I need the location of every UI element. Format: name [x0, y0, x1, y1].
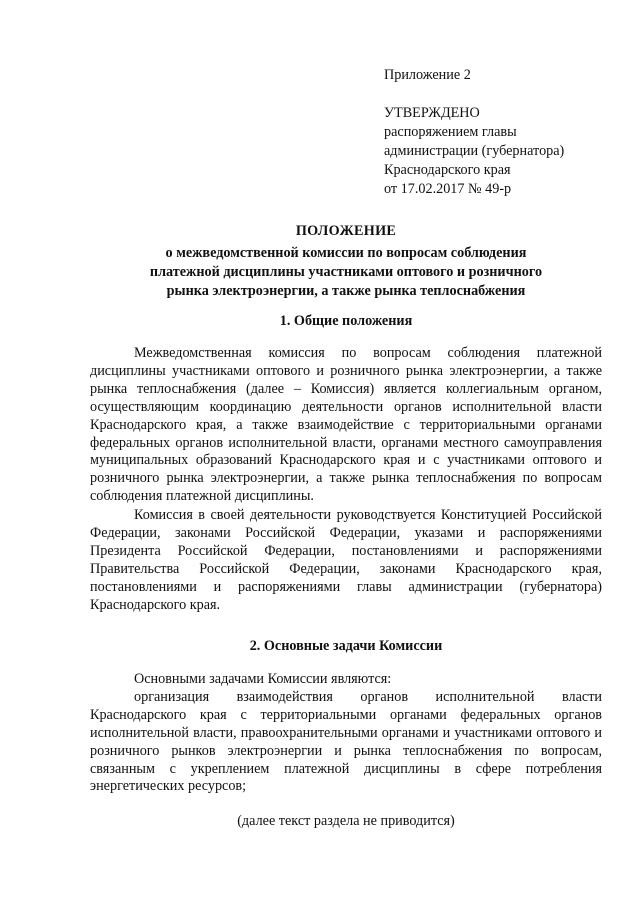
title-subtitle: о межведомственной комиссии по вопросам соблюдения [165, 245, 527, 261]
paragraph: Межведомственная комиссия по вопросам соблюдения платежной дисциплины участниками оптового и розничного рынка электроэнергии, а также рынка теплоснабжения (далее – Комиссия) является коллегиальным органом, осуществляющим координацию деятельности органов исполнительной власти Краснодарского края, а также взаимодействие с территориальными органами федеральных органов исполнительной власти, органами местного самоуправления муниципальных образований Краснодарского края и с участниками оптового и розничного рынка электроэнергии, а также рынка теплоснабжения по вопросам соблюдения платежной дисциплины. [90, 345, 602, 505]
title-subtitle: платежной дисциплины участниками оптового и розничного [149, 264, 543, 280]
approval-line: Краснодарского края [384, 162, 511, 178]
title-main: ПОЛОЖЕНИЕ [295, 223, 397, 239]
section-2-body [90, 671, 602, 796]
approved-label: УТВЕРЖДЕНО [384, 105, 480, 121]
paragraph: Комиссия в своей деятельности руководствуется Конституцией Российской Федерации, законами Российской Федерации, указами и распоряжениями Президента Российской Федерации, постановлениями и распоряжениями Правительства Российской Федерации, законами Краснодарского края, постановлениями и распоряжениями главы администрации (губернатора) Краснодарского края. [90, 507, 602, 613]
title-subtitle: рынка электроэнергии, а также рынка теплоснабжения [166, 283, 526, 299]
paragraph: организация взаимодействия органов исполнительной власти Краснодарского края с территориальными органами федеральных органов исполнительной власти, правоохранительными органами и участниками оптового и розничного рынков электроэнергии и рынка теплоснабжения по вопросам, связанным с укреплением платежной дисциплины в сфере потребления энергетических ресурсов; [90, 688, 602, 795]
approval-line: администрации (губернатора) [384, 143, 565, 159]
document-title [90, 222, 602, 301]
approval-line: распоряжением главы [384, 124, 517, 140]
appendix-number: Приложение 2 [384, 67, 471, 83]
approval-date: от 17.02.2017 № 49-р [384, 181, 512, 197]
approval-stamp [384, 66, 624, 199]
omission-note: (далее текст раздела не приводится) [237, 813, 455, 829]
paragraph: Основными задачами Комиссии являются: [134, 671, 392, 687]
section-heading-1: 1. Общие положения [279, 313, 413, 329]
section-1-body [90, 345, 602, 615]
section-heading-2: 2. Основные задачи Комиссии [249, 638, 443, 654]
